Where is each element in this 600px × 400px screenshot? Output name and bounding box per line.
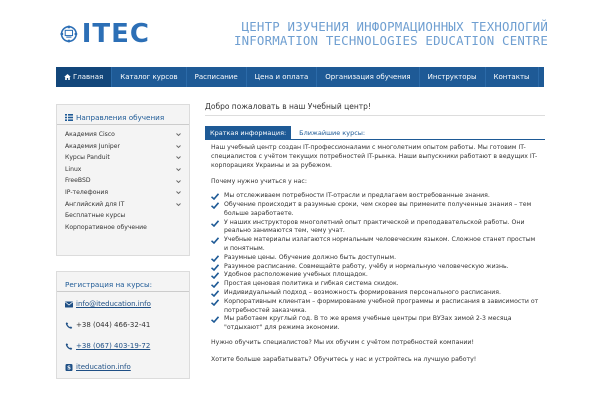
benefit-item (211, 192, 541, 201)
chevron-down-icon (176, 155, 181, 160)
benefit-text: Корпоративным клиентам – формирование учебной программы и расписания в зависимости от потребностей заказчика. (224, 297, 539, 314)
sidebar-item-english-it[interactable] (57, 199, 189, 211)
envelope-icon (65, 301, 73, 308)
benefit-text: У наших инструкторов многолетний опыт практической и преподавательской работы. Они реально занимаются тем, чему учат. (224, 218, 525, 235)
sidebar-item-label: Курсы Panduit (65, 154, 110, 162)
chevron-down-icon (176, 132, 181, 137)
nav-item-label: Главная (73, 73, 104, 81)
nav-item-prices[interactable]: Цена и оплата (247, 67, 318, 87)
benefit-text: Разумное расписание. Совмещайте работу, учёбу и нормальную человеческую жизнь. (224, 262, 509, 270)
benefit-item (211, 236, 541, 254)
chevron-down-icon (176, 202, 181, 207)
sidebar-item-label: Английский для IT (65, 200, 125, 208)
check-icon (211, 299, 219, 306)
tab-short-info[interactable]: Краткая информация: (205, 126, 291, 140)
nav-item-organization[interactable]: Организация обучения (317, 67, 419, 87)
check-icon (211, 202, 219, 209)
phone-icon (65, 343, 73, 350)
skype-icon (65, 364, 73, 371)
registration-title: Регистрация на курсы: (57, 272, 189, 292)
phone1-text: +38 (044) 466-32-41 (76, 321, 151, 329)
check-icon (211, 237, 219, 244)
nav-item-home[interactable] (56, 67, 112, 87)
logo[interactable] (60, 14, 150, 54)
sidebar-item-label: Академия Cisco (65, 131, 115, 138)
phone-icon (65, 322, 73, 329)
phone1-row (57, 319, 189, 331)
sidebar-item-label: FreeBSD (65, 177, 91, 185)
tagline-ru: ЦЕНТР ИЗУЧЕНИЯ ИНФОРМАЦИОННЫХ ТЕХНОЛОГИЙ (241, 19, 548, 34)
benefit-item (211, 280, 541, 289)
directions-title-text: Направления обучения (76, 113, 165, 122)
check-icon (211, 220, 219, 227)
sidebar-item-freebsd[interactable] (57, 175, 189, 187)
itec-logo-icon (60, 17, 78, 51)
sidebar-item-juniper[interactable] (57, 141, 189, 153)
benefits-list (211, 192, 541, 333)
sidebar-item-free-courses[interactable]: Бесплатные курсы (65, 212, 126, 220)
closing-line-2: Хотите больше зарабатывать? Обучитесь у нас и устройтесь на лучшую работу! (211, 355, 477, 363)
sidebar-item-label: IP-телефония (65, 188, 109, 196)
check-icon (211, 290, 219, 297)
benefit-item (211, 254, 541, 263)
why-heading: Почему нужно учиться у нас: (211, 178, 307, 186)
tagline (234, 20, 548, 48)
benefit-item (211, 201, 541, 219)
check-icon (211, 193, 219, 200)
phone2-link[interactable]: +38 (067) 403-19-72 (76, 342, 151, 350)
skype-row[interactable] (57, 361, 189, 373)
email-row[interactable] (57, 298, 189, 310)
benefit-text: Обучение происходит в разумные сроки, чем скорее вы примените полученные знания – тем больше заработаете. (224, 200, 532, 217)
benefit-text: Разумные цены. Обучение должно быть доступным. (224, 253, 397, 261)
sidebar-item-corporate[interactable]: Корпоративное обучение (65, 223, 147, 231)
directions-panel (56, 104, 190, 256)
benefit-text: Простая ценовая политика и гибкая система скидок. (224, 280, 399, 288)
chevron-down-icon (176, 144, 181, 149)
intro-text: Наш учебный центр создан IT-профессионалами с многолетним опытом работы. Мы готовим IT-специалистов с учётом текущих потребностей IT-рынка. Наши выпускники работают в ведущих IT-корпорациях Украины и за рубежом. (211, 144, 538, 169)
check-icon (211, 281, 219, 288)
tab-content (205, 140, 545, 365)
benefit-text: Мы работаем круглый год. В то же время учебные центры при ВУЗах зимой 2-3 месяца "отдыхают" для режима экономии. (224, 315, 512, 332)
sidebar-item-linux[interactable] (57, 164, 189, 176)
benefit-item (211, 271, 541, 280)
info-tabs (205, 126, 545, 140)
home-icon (64, 74, 71, 80)
chevron-down-icon (176, 179, 181, 184)
benefit-text: Удобное расположение учебных площадок. (224, 271, 368, 279)
benefit-item (211, 298, 541, 316)
benefit-item (211, 315, 541, 333)
benefit-text: Мы отслеживаем потребности IT-отрасли и предлагаем востребованные знания. (224, 192, 490, 200)
tab-upcoming-courses[interactable]: Ближайшие курсы: (299, 129, 366, 137)
benefit-text: Учебные материалы излагаются нормальным человеческим языком. Сложное станет простым и понятным. (224, 236, 536, 252)
chevron-down-icon (176, 190, 181, 195)
check-icon (211, 272, 219, 279)
registration-panel (56, 271, 190, 379)
chevron-down-icon (176, 167, 181, 172)
check-icon (211, 255, 219, 262)
check-icon (211, 316, 219, 323)
phone2-row (57, 340, 189, 352)
sidebar-item-ip-telephony[interactable] (57, 187, 189, 199)
main-nav (56, 67, 544, 87)
sidebar-item-label: Linux (65, 165, 82, 173)
nav-item-instructors[interactable]: Инструкторы (420, 67, 486, 87)
page-title: Добро пожаловать в наш Учебный центр! (205, 100, 545, 116)
skype-link[interactable]: iteducation.info (76, 363, 131, 371)
logo-text: ITEC (81, 19, 150, 49)
check-icon (211, 264, 219, 271)
tagline-en: INFORMATION TECHNOLOGIES EDUCATION CENTRE (233, 33, 548, 48)
email-link[interactable]: info@iteducation.info (76, 300, 151, 308)
list-icon (65, 114, 73, 121)
benefit-item (211, 219, 541, 237)
sidebar-item-panduit[interactable] (57, 152, 189, 164)
benefit-text: Индивидуальный подход – возможность формирования персонального расписания. (224, 288, 501, 296)
closing-line-1: Нужно обучить специалистов? Мы их обучим с учётом потребностей компании! (211, 338, 474, 346)
nav-item-contacts[interactable]: Контакты (486, 67, 539, 87)
svg-text:S: S (67, 365, 71, 371)
header (0, 0, 600, 66)
directions-title (57, 105, 189, 125)
benefit-item (211, 289, 541, 298)
nav-item-catalog[interactable]: Каталог курсов (112, 67, 186, 87)
nav-item-schedule[interactable]: Расписание (187, 67, 247, 87)
sidebar-item-cisco[interactable] (57, 129, 189, 141)
main-content (205, 100, 545, 373)
sidebar-item-label: Академия Juniper (65, 142, 121, 150)
